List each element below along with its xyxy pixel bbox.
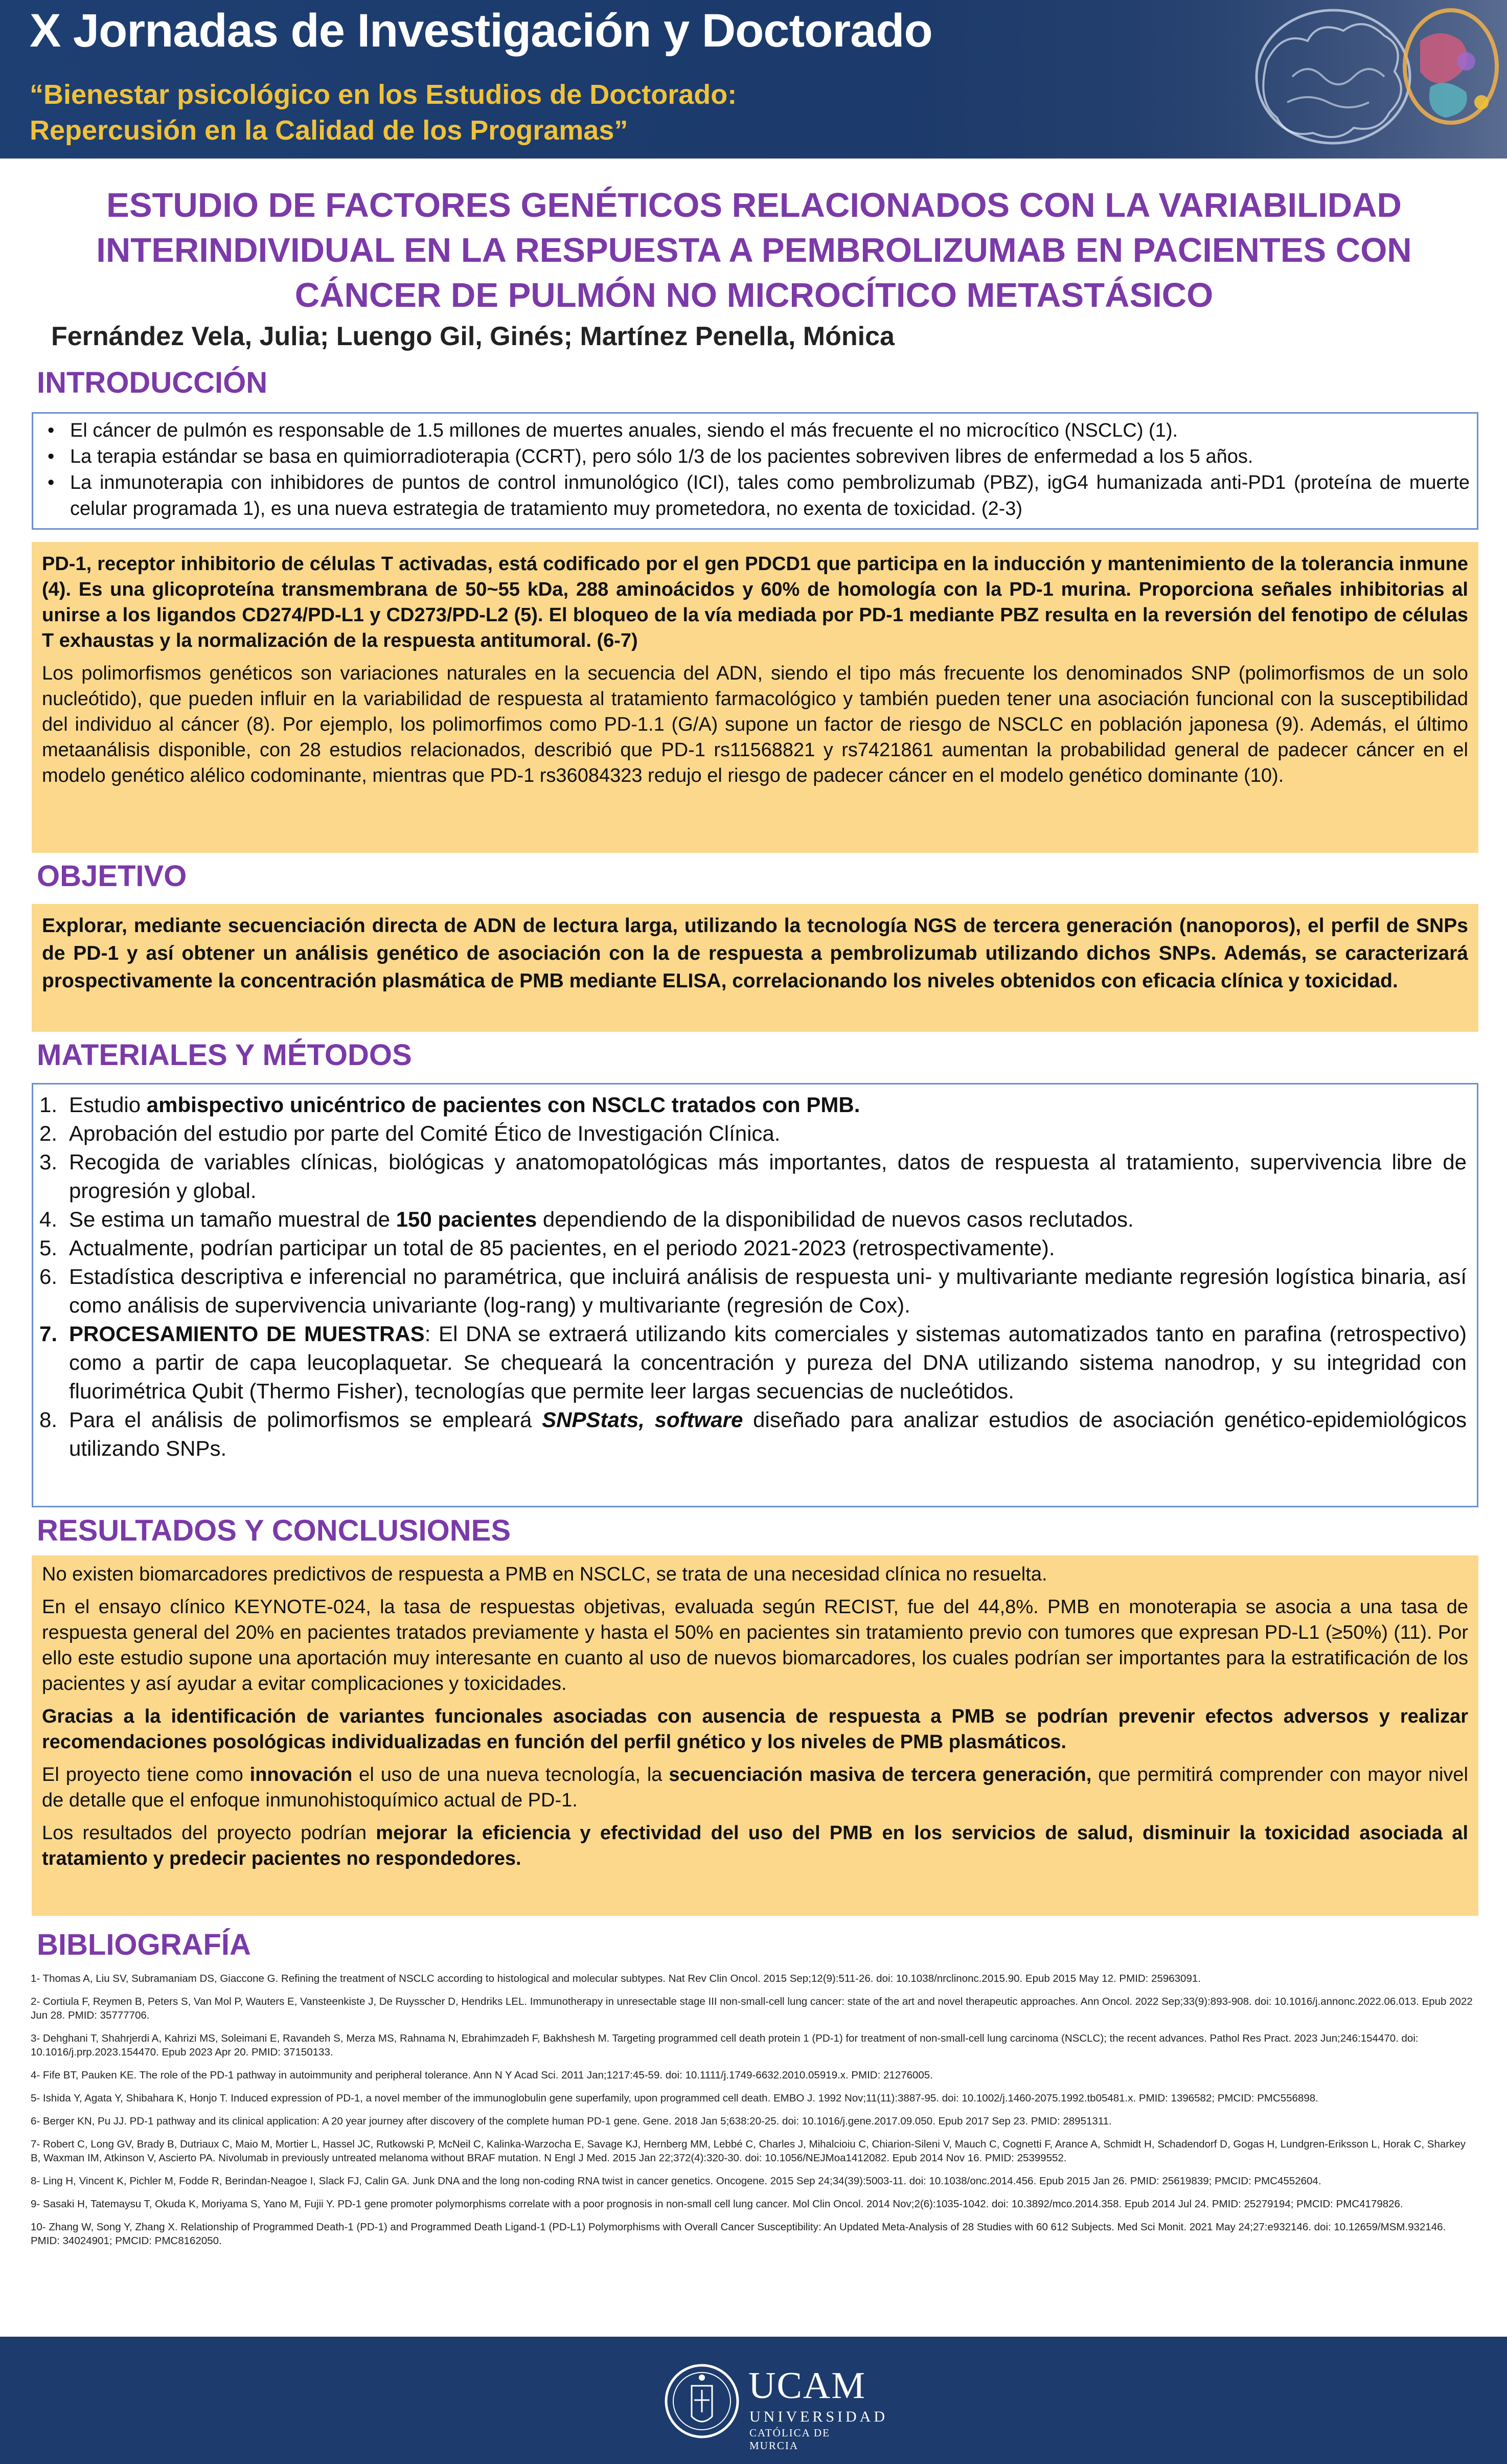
list-item: • La terapia estándar se basa en quimiorradioterapia (CCRT), pero sólo 1/3 de los pacientes sobreviven libres de enfermedad a los 5 años.: [40, 444, 1470, 470]
list-item: 7. PROCESAMIENTO DE MUESTRAS: El DNA se extraerá utilizando kits comerciales y sistemas automatizados tanto en parafina (retrospectivo) como a partir de capa leucoplaquetar. Se chequeará la concentración y pureza del DNA utilizando sistema nanodrop, y su integridad con fluorimétrica Qubit (Thermo Fisher), tecnologías que permite leer largas secuencias de nucleótidos.: [39, 1322, 1467, 1403]
metodos-heading: MATERIALES Y MÉTODOS: [37, 1038, 412, 1072]
objetivo-box: [32, 904, 1478, 1032]
pd1-bold-text: PD-1, receptor inhibitorio de células T activadas, está codificado por el gen PDCD1 que participa en la inducción y mantenimiento de la tolerancia inmune (4). Es una glicoproteína transmembrana de 50~55 kDa, 288 aminoácidos y 60% de homología con la PD-1 murina. Proporciona señales inhibitorias al unirse a los ligandos CD274/PD-L1 y CD273/PD-L2 (5). El bloqueo de la vía mediada por PD-1 mediante PBZ resulta en la reversión del fenotipo de células T exhaustas y la normalización de la respuesta antitumoral. (6-7): [42, 553, 1468, 651]
reference-item: 2- Cortiula F, Reymen B, Peters S, Van Mol P, Wauters E, Vansteenkiste J, De Ruysscher D, Hendriks LEL. Immunotherapy in unresectable stage III non-small-cell lung cancer: state of the art and novel therapeutic approaches. Ann Oncol. 2022 Sep;33(9):893-908. doi: 10.1016/j.annonc.2022.06.013. Epub 2022 Jun 28. PMID: 35777706.: [31, 1996, 1473, 2021]
ucam-logo: [664, 2351, 888, 2453]
list-item: 4. Se estima un tamaño muestral de 150 pacientes dependiendo de la disponibilidad de nuevos casos reclutados.: [39, 1207, 1134, 1231]
event-subtitle-line1: “Bienestar psicológico en los Estudios de Doctorado:: [30, 79, 737, 110]
reference-item: 10- Zhang W, Song Y, Zhang X. Relationship of Programmed Death-1 (PD-1) and Programmed Death Ligand-1 (PD-L1) Polymorphisms with Overall Cancer Susceptibility: An Updated Meta-Analysis of 28 Studies with 60 612 Subjects. Med Sci Monit. 2021 May 24;27:e932146. doi: 10.12659/MSM.932146. PMID: 34024901; PMCID: PMC8162050.: [31, 2221, 1446, 2247]
list-item: 5. Actualmente, podrían participar un total de 85 pacientes, en el periodo 2021-2023 (retrospectivamente).: [39, 1236, 1055, 1260]
reference-item: 9- Sasaki H, Tatemaysu T, Okuda K, Moriyama S, Yano M, Fujii Y. PD-1 gene promoter polymorphisms correlate with a poor prognosis in non-small cell lung cancer. Mol Clin Oncol. 2014 Nov;2(6):1035-1042. doi: 10.3892/mco.2014.358. Epub 2014 Jul 24. PMID: 25279194; PMCID: PMC4179826.: [31, 2198, 1403, 2210]
polimorfismos-text: Los polimorfismos genéticos son variaciones naturales en la secuencia del ADN, siendo el tipo más frecuente los denominados SNP (polimorfismos de un solo nucleótido), que pueden influir en la variabilidad de respuesta al tratamiento farmacológico y también pueden tener una asociación funcional con la susceptibilidad del individuo al cáncer (8). Por ejemplo, los polimorfimos como PD-1.1 (G/A) supone un factor de riesgo de NSCLC en población japonesa (9). Además, el último metaanálisis disponible, con 28 estudios relacionados, describió que PD-1 rs11568821 y rs7421861 aumentan la probabilidad general de padecer cáncer en el modelo genético alélico codominante, mientras que PD-1 rs36084323 redujo el riesgo de padecer cáncer en el modelo genético dominante (10).: [42, 663, 1468, 786]
objetivo-heading: OBJETIVO: [37, 860, 187, 893]
university-seal-icon: [664, 2360, 740, 2442]
list-item: 1. Estudio ambispectivo unicéntrico de pacientes con NSCLC tratados con PMB.: [39, 1093, 860, 1117]
resultados-p1: No existen biomarcadores predictivos de respuesta a PMB en NSCLC, se trata de una necesidad clínica no resuelta.: [42, 1564, 1047, 1585]
bibliografia-list: [31, 1972, 1477, 2257]
list-item: 3. Recogida de variables clínicas, biológicas y anatomopatológicas más importantes, datos de respuesta al tratamiento, supervivencia libre de progresión y global.: [39, 1150, 1467, 1203]
reference-item: 6- Berger KN, Pu JJ. PD-1 pathway and its clinical application: A 20 year journey after discovery of the complete human PD-1 gene. Gene. 2018 Jan 5;638:20-25. doi: 10.1016/j.gene.2017.09.050. Epub 2017 Sep 23. PMID: 28951311.: [31, 2115, 1112, 2127]
introduccion-heading: INTRODUCCIÓN: [37, 366, 268, 399]
bibliografia-heading: BIBLIOGRAFÍA: [37, 1928, 251, 1961]
logo-line2: CATÓLICA DE MURCIA: [749, 2427, 830, 2452]
metodos-box: [32, 1083, 1478, 1507]
reference-item: 7- Robert C, Long GV, Brady B, Dutriaux C, Maio M, Mortier L, Hassel JC, Rutkowski P, McNeil C, Kalinka-Warzocha E, Savage KJ, Hernberg MM, Lebbé C, Charles J, Mihalcioiu C, Chiarion-Sileni V, Mauch C, Cognetti F, Arance A, Schmidt H, Schadendorf D, Gogas H, Lundgren-Eriksson L, Horak C, Sharkey B, Waxman IM, Atkinson V, Ascierto PA. Nivolumab in previously untreated melanoma without BRAF mutation. N Engl J Med. 2015 Jan 22;372(4):320-30. doi: 10.1056/NEJMoa1412082. Epub 2014 Nov 16. PMID: 25399552.: [31, 2138, 1466, 2164]
resultados-p4: El proyecto tiene como innovación el uso de una nueva tecnología, la secuenciación masiva de tercera generación, que permitirá comprender con mayor nivel de detalle que el enfoque inmunohistoquímico actual de PD-1.: [42, 1764, 1468, 1811]
list-item: 8. Para el análisis de polimorfismos se empleará SNPStats, software diseñado para analizar estudios de asociación genético-epidemiológicos utilizando SNPs.: [39, 1408, 1467, 1460]
resultados-box: [32, 1555, 1478, 1916]
resultados-heading: RESULTADOS Y CONCLUSIONES: [37, 1514, 511, 1547]
poster-title: ESTUDIO DE FACTORES GENÉTICOS RELACIONADOS CON LA VARIABILIDAD INTERINDIVIDUAL EN LA RESPUESTA A PEMBROLIZUMAB EN PACIENTES CON CÁNCER DE PULMÓN NO MICROCÍTICO METASTÁSICO: [96, 186, 1412, 314]
reference-item: 4- Fife BT, Pauken KE. The role of the PD-1 pathway in autoimmunity and peripheral tolerance. Ann N Y Acad Sci. 2011 Jan;1217:45-59. doi: 10.1111/j.1749-6632.2010.05919.x. PMID: 21276005.: [31, 2069, 933, 2081]
metodos-list: [39, 1091, 1467, 1463]
introduccion-box: [32, 412, 1478, 530]
event-subtitle: [30, 77, 737, 148]
event-subtitle-line2: Repercusión en la Calidad de los Programas”: [30, 115, 628, 146]
event-title: X Jornadas de Investigación y Doctorado: [30, 5, 932, 57]
resultados-p3: Gracias a la identificación de variantes funcionales asociadas con ausencia de respuesta a PMB se podrían prevenir efectos adversos y realizar recomendaciones posológicas individualizadas en función del perfil gnético y los niveles de PMB plasmáticos.: [42, 1706, 1468, 1753]
list-item: • La inmunoterapia con inhibidores de puntos de control inmunológico (ICI), tales como pembrolizumab (PBZ), igG4 humanizada anti-PD1 (proteína de muerte celular programada 1), es una nueva estrategia de tratamiento muy prometedora, no exenta de toxicidad. (2-3): [40, 470, 1470, 522]
pd1-description: [42, 551, 1468, 653]
reference-item: 1- Thomas A, Liu SV, Subramaniam DS, Giaccone G. Refining the treatment of NSCLC according to histological and molecular subtypes. Nat Rev Clin Oncol. 2015 Sep;12(9):511-26. doi: 10.1038/nrclinonc.2015.90. Epub 2015 May 12. PMID: 25963091.: [31, 1973, 1201, 1984]
resultados-p5: Los resultados del proyecto podrían mejorar la eficiencia y efectividad del uso del PMB en los servicios de salud, disminuir la toxicidad asociada al tratamiento y predecir pacientes no respondedores.: [42, 1822, 1468, 1869]
list-item: 6. Estadística descriptiva e inferencial no paramétrica, que incluirá análisis de respuesta uni- y multivariante mediante regresión logística binaria, así como análisis de supervivencia univariante (log-rang) y multivariante (regresión de Cox).: [39, 1264, 1467, 1317]
list-item: • El cáncer de pulmón es responsable de 1.5 millones de muertes anuales, siendo el más frecuente el no microcítico (NSCLC) (1).: [40, 418, 1470, 444]
logo-name: UCAM: [748, 2365, 866, 2407]
header-banner: [0, 0, 1507, 159]
objetivo-text: [42, 912, 1468, 995]
brain-illustration-icon: [1098, 0, 1507, 159]
reference-item: 5- Ishida Y, Agata Y, Shibahara K, Honjo T. Induced expression of PD-1, a novel member of the immunoglobulin gene superfamily, upon programmed cell death. EMBO J. 1992 Nov;11(11):3887-95. doi: 10.1002/j.1460-2075.1992.tb05481.x. PMID: 1396582; PMCID: PMC556898.: [31, 2092, 1318, 2104]
list-item: 2. Aprobación del estudio por parte del Comité Ético de Investigación Clínica.: [39, 1121, 781, 1145]
resultados-p2: En el ensayo clínico KEYNOTE-024, la tasa de respuestas objetivas, evaluada según RECIST, fue del 44,8%. PMB en monoterapia se asocia a una tasa de respuesta general del 20% en pacientes tratados previamente y hasta el 50% en pacientes sin tratamiento previo con tumores que expresan PD-L1 (≥50%) (11). Por ello este estudio supone una aportación muy interesante en cuanto al uso de nuevos biomarcadores, los cuales podrían ser importantes para la estratificación de los pacientes y así ayudar a evitar complicaciones y toxicidades.: [42, 1596, 1468, 1694]
logo-line1: UNIVERSIDAD: [749, 2408, 888, 2425]
poster-authors: Fernández Vela, Julia; Luengo Gil, Ginés; Martínez Penella, Mónica: [51, 322, 895, 351]
reference-item: 8- Ling H, Vincent K, Pichler M, Fodde R, Berindan-Neagoe I, Slack FJ, Calin GA. Junk DNA and the long non-coding RNA twist in cancer genetics. Oncogene. 2015 Sep 24;34(39):5003-11. doi: 10.1038/onc.2014.456. Epub 2015 Jan 26. PMID: 25619839; PMCID: PMC4552604.: [31, 2175, 1321, 2187]
reference-item: 3- Dehghani T, Shahrjerdi A, Kahrizi MS, Soleimani E, Ravandeh S, Merza MS, Rahnama N, Ebrahimzadeh F, Bakhshesh M. Targeting programmed cell death protein 1 (PD-1) for treatment of non-small-cell lung carcinoma (NSCLC); the recent advances. Pathol Res Pract. 2023 Jun;246:154470. doi: 10.1016/j.prp.2023.154470. Epub 2023 Apr 20. PMID: 37150133.: [31, 2032, 1419, 2058]
pd1-box: [32, 542, 1478, 853]
introduccion-bullets: [40, 418, 1470, 522]
objetivo-bold-text: Explorar, mediante secuenciación directa de ADN de lectura larga, utilizando la tecnología NGS de tercera generación (nanoporos), el perfil de SNPs de PD-1 y así obtener un análisis genético de asociación con la de respuesta a pembrolizumab utilizando dichos SNPs. Además, se caracterizará prospectivamente la concentración plasmática de PMB mediante ELISA, correlacionando los niveles obtenidos con eficacia clínica y toxicidad.: [42, 915, 1468, 992]
